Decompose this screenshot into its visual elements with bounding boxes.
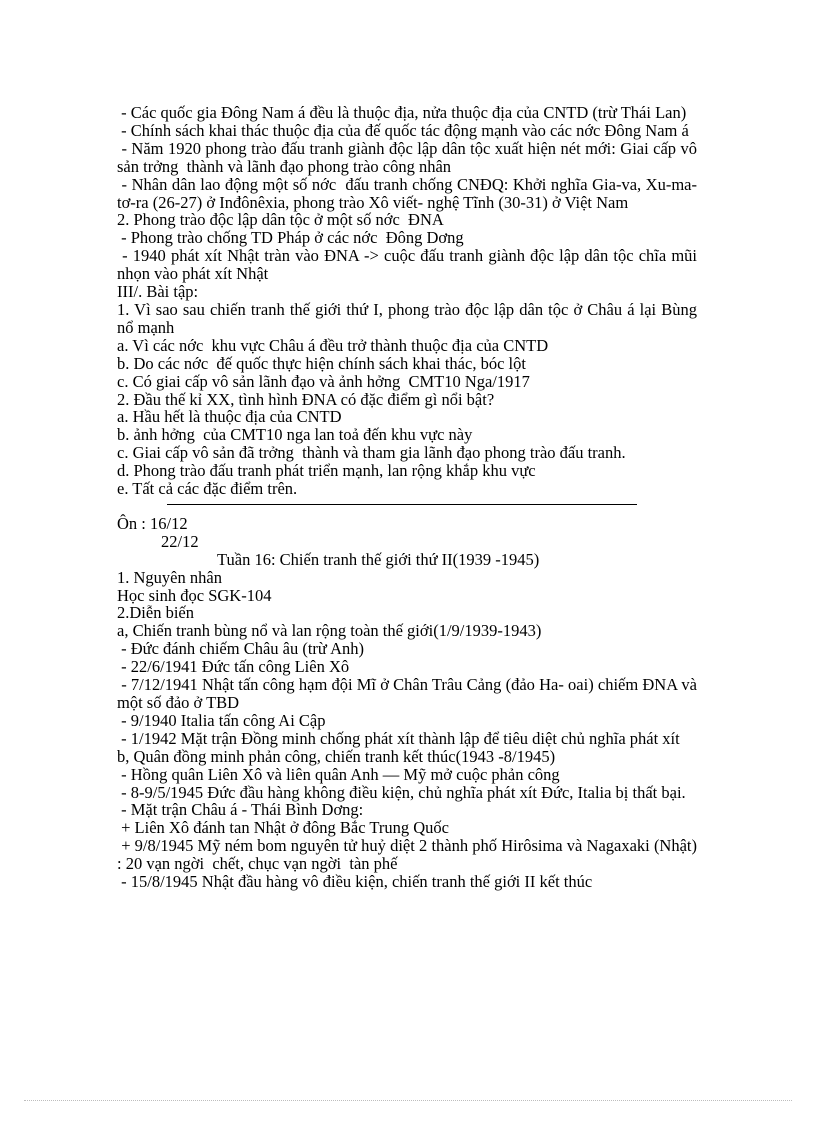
- section-week-16: [117, 513, 702, 892]
- text-line: - Nhân dân lao động một số nớc đấu tranh chống CNĐQ: Khởi nghĩa Gia-va, Xu-ma-tơ-ra (26-27) ở Inđônêxia, phong trào Xô viết- nghệ Tĩnh (30-31) ở Việt Nam: [117, 174, 697, 212]
- answer-option: b. Do các nớc đế quốc thực hiện chính sách khai thác, bóc lột: [117, 353, 526, 373]
- text-line: - 15/8/1945 Nhật đầu hàng vô điều kiện, chiến tranh thế giới II kết thúc: [117, 872, 593, 892]
- text-line: - 1/1942 Mặt trận Đồng minh chống phát xít thành lập để tiêu diệt chủ nghĩa phát xít: [117, 728, 680, 748]
- document-body: [117, 103, 702, 892]
- text-line: - 22/6/1941 Đức tấn công Liên Xô: [117, 657, 350, 677]
- review-date-second: 22/12: [161, 531, 199, 551]
- exercise-heading: III/. Bài tập:: [117, 282, 199, 302]
- text-line: - 1940 phát xít Nhật tràn vào ĐNA -> cuộc đấu tranh giành độc lập dân tộc chĩa mũi nhọn vào phát xít Nhật: [117, 246, 702, 284]
- text-line: Học sinh đọc SGK-104: [117, 585, 272, 605]
- answer-option: a. Hầu hết là thuộc địa của CNTD: [117, 407, 342, 427]
- text-line: + 9/8/1945 Mỹ ném bom nguyên tử huỷ diệt 2 thành phố Hirôsima và Nagaxaki (Nhật) : 20 vạn ngời chết, chục vạn ngời tàn phế: [117, 836, 702, 874]
- answer-option: e. Tất cả các đặc điểm trên.: [117, 479, 298, 499]
- text-line: - Chính sách khai thác thuộc địa của đế quốc tác động mạnh vào các nớc Đông Nam á: [117, 120, 689, 140]
- text-line: + Liên Xô đánh tan Nhật ở đông Bắc Trung Quốc: [117, 818, 449, 838]
- section-review-asia: [117, 103, 702, 499]
- text-line: - 9/1940 Italia tấn công Ai Cập: [117, 710, 326, 730]
- text-line: - Phong trào chống TD Pháp ở các nớc Đông Dơng: [117, 228, 464, 248]
- text-line: 1. Nguyên nhân: [117, 567, 222, 587]
- answer-option: d. Phong trào đấu tranh phát triển mạnh, lan rộng khắp khu vực: [117, 461, 536, 481]
- text-line: - Hồng quân Liên Xô và liên quân Anh — Mỹ mở cuộc phản công: [117, 764, 560, 784]
- answer-option: c. Có giai cấp vô sản lãnh đạo và ảnh hởng CMT10 Nga/1917: [117, 371, 530, 391]
- text-line: a, Chiến tranh bùng nổ và lan rộng toàn thế giới(1/9/1939-1943): [117, 621, 542, 641]
- section-divider: [167, 504, 637, 505]
- answer-option: c. Giai cấp vô sản đã trởng thành và tham gia lãnh đạo phong trào đấu tranh.: [117, 443, 626, 463]
- subheading: 2. Phong trào độc lập dân tộc ở một số nớc ĐNA: [117, 210, 444, 230]
- text-line: 2.Diễn biến: [117, 603, 194, 623]
- text-line: - Mặt trận Châu á - Thái Bình Dơng:: [117, 800, 364, 820]
- text-line: - Đức đánh chiếm Châu âu (trừ Anh): [117, 639, 364, 659]
- text-line: - Các quốc gia Đông Nam á đều là thuộc địa, nửa thuộc địa của CNTD (trừ Thái Lan): [117, 103, 687, 122]
- text-line: - 8-9/5/1945 Đức đầu hàng không điều kiện, chủ nghĩa phát xít Đức, Italia bị thất bại.: [117, 782, 686, 802]
- week-title: Tuần 16: Chiến tranh thế giới thứ II(1939 -1945): [217, 549, 540, 569]
- answer-option: b. ảnh hởng của CMT10 nga lan toả đến khu vực này: [117, 425, 473, 445]
- text-line: - 7/12/1941 Nhật tấn công hạm đội Mĩ ở Chân Trâu Cảng (đảo Ha- oai) chiếm ĐNA và một số đảo ở TBD: [117, 675, 702, 712]
- text-line: b, Quân đồng minh phản công, chiến tranh kết thúc(1943 -8/1945): [117, 746, 556, 766]
- review-date: Ôn : 16/12: [117, 513, 188, 533]
- text-line: - Năm 1920 phong trào đấu tranh giành độc lập dân tộc xuất hiện nét mới: Giai cấp vô sản trởng thành và lãnh đạo phong trào công nhân: [117, 138, 702, 176]
- question: 1. Vì sao sau chiến tranh thế giới thứ I, phong trào độc lập dân tộc ở Châu á lại Bùng nổ mạnh: [117, 299, 702, 337]
- page-bottom-border: [24, 1100, 792, 1101]
- answer-option: a. Vì các nớc khu vực Châu á đều trở thành thuộc địa của CNTD: [117, 335, 549, 355]
- question: 2. Đầu thế kỉ XX, tình hình ĐNA có đặc điểm gì nổi bật?: [117, 389, 495, 409]
